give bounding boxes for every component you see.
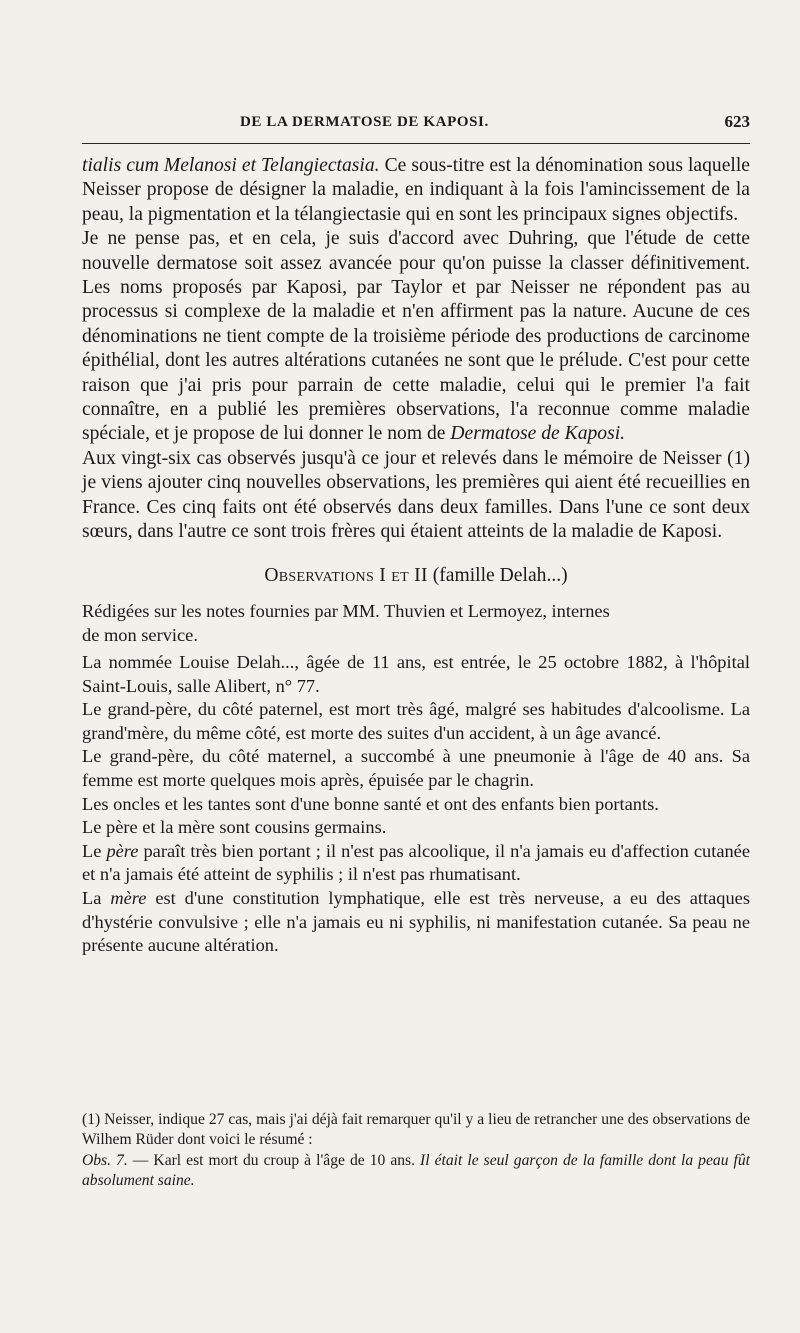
case-paragraph-7 — [82, 887, 750, 958]
page-header — [82, 111, 750, 135]
case-paragraph-2: Le grand-père, du côté paternel, est mort très âgé, malgré ses habitudes d'alcoolisme. La grand'mère, du même côté, est morte des suites d'un accident, à un âge avancé. — [82, 699, 750, 743]
case-paragraph-5: Le père et la mère sont cousins germains. — [82, 817, 387, 838]
observation-subtitle-2: de mon service. — [82, 624, 198, 645]
footnotes — [82, 1110, 750, 1192]
footnote-2-italic: Il était le seul garçon de la famille dont la peau fût absolument saine. — [82, 1151, 750, 1190]
case-paragraph-7-b: est d'une constitution lymphatique, elle est très nerveuse, a eu des attaques d'hystérie convulsive ; elle n'a jamais eu ni syphilis, ni manifestation cutanée. Sa peau ne présente aucune altération. — [82, 888, 750, 956]
case-paragraph-7-a: La — [82, 888, 111, 909]
paragraph-1-text: Ce sous-titre est la dénomination sous laquelle Neisser propose de désigner la maladie, en indiquant à la fois l'amincissement de la peau, la pigmentation et la télangiectasie qui en sont les principaux signes objectifs. — [82, 155, 750, 225]
case-paragraph-7-italic: mère — [110, 888, 147, 909]
paragraph-2-italic: Dermatose de Kaposi. — [450, 423, 626, 445]
observation-body — [82, 600, 750, 958]
page-number: 623 — [724, 112, 750, 131]
case-paragraph-6-b: paraît très bien portant ; il n'est pas alcoolique, il n'a jamais eu d'affection cutanée et n'a jamais été atteint de syphilis ; il n'est pas rhumatisant. — [82, 840, 750, 885]
case-paragraph-6-a: Le — [82, 840, 107, 861]
case-paragraph-3: Le grand-père, du côté maternel, a succombé à une pneumonie à l'âge de 40 ans. Sa femme est morte quelques mois après, épuisée par le chagrin. — [82, 746, 750, 791]
paragraph-2 — [82, 227, 750, 447]
observation-heading — [82, 564, 750, 588]
case-paragraph-6 — [82, 840, 750, 887]
footnote-2-obs: Obs. 7. — [82, 1151, 128, 1169]
paragraph-1-italic: tialis cum Melanosi et Telangiectasia. — [82, 155, 380, 176]
case-paragraph-1: La nommée Louise Delah..., âgée de 11 ans, est entrée, le 25 octobre 1882, à l'hôpital Saint-Louis, salle Alibert, n° 77. — [82, 652, 750, 696]
paragraph-3 — [82, 447, 750, 545]
footnote-1: (1) Neisser, indique 27 cas, mais j'ai déjà fait remarquer qu'il y a lieu de retrancher une des observations de Wilhem Rüder dont voici le résumé : — [82, 1111, 750, 1149]
footnote-2 — [82, 1151, 750, 1192]
case-paragraph-6-italic: père — [106, 840, 139, 861]
header-rule — [82, 143, 750, 144]
observation-heading-rest: (famille Delah...) — [427, 564, 568, 586]
paragraph-1 — [82, 154, 750, 227]
main-text — [82, 154, 750, 958]
observation-subtitle-1: Rédigées sur les notes fournies par MM. Thuvien et Lermoyez, internes — [82, 600, 610, 621]
paragraph-2-text: Je ne pense pas, et en cela, je suis d'accord avec Duhring, que l'étude de cette nouvelle dermatose soit assez avancée pour qu'on puisse la classer définitivement. Les noms proposés par Kaposi, par Taylor et par Neisser ne répondent pas au processus si complexe de la maladie et n'en affirment pas la nature. Aucune de ces dénominations ne tient compte de la troisième période des productions de carcinome épithélial, dont les autres altérations cutanées ne sont que le prélude. C'est pour cette raison que j'ai pris pour parrain de cette maladie, celui qui le premier l'a fait connaître, en a publié les premières observations, l'a reconnue comme maladie spéciale, et je propose de lui donner le nom de — [82, 228, 750, 445]
case-paragraph-4: Les oncles et les tantes sont d'une bonne santé et ont des enfants bien portants. — [82, 793, 659, 814]
observation-heading-sc: Observations I et II — [264, 564, 428, 586]
paragraph-3-text: Aux vingt-six cas observés jusqu'à ce jour et relevés dans le mémoire de Neisser (1) je viens ajouter cinq nouvelles observations, les premières qui aient été recueillies en France. Ces cinq faits ont été observés dans deux familles. Dans l'une ce sont deux sœurs, dans l'autre ce sont trois frères qui étaient atteints de la maladie de Kaposi. — [82, 447, 750, 543]
footnote-2-text: — Karl est mort du croup à l'âge de 10 ans. — [127, 1151, 421, 1169]
running-title: DE LA DERMATOSE DE KAPOSI. — [240, 114, 489, 130]
